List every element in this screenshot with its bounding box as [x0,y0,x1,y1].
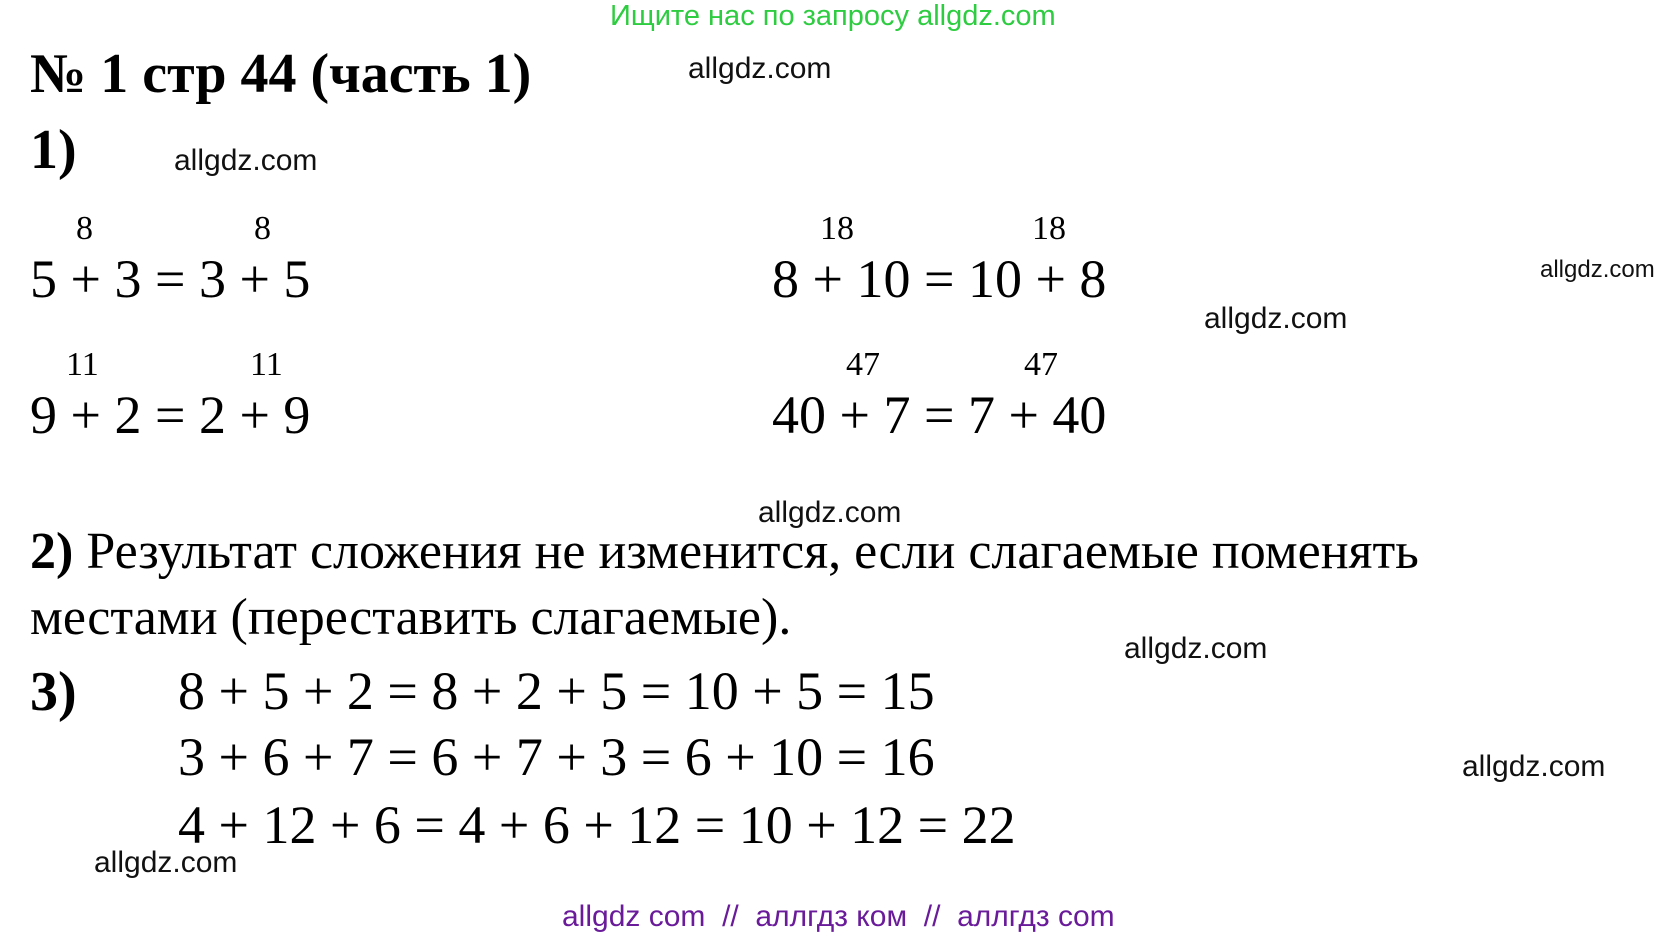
equation-row: 5 + 3 = 3 + 5 [30,249,311,309]
equation-row: 8 + 10 = 10 + 8 [772,249,1107,309]
sum-annotation: 47 [846,346,880,383]
watermark: allgdz.com [1204,302,1348,335]
footer-separator: // [923,900,941,933]
watermark: allgdz.com [1540,256,1655,283]
watermark: allgdz.com [1462,750,1606,783]
footer-separator: // [722,900,739,933]
part2-line2: местами (переставить слагаемые). [30,589,792,646]
watermark: allgdz.com [174,144,318,177]
page-title: № 1 стр 44 (часть 1) [30,43,532,105]
equation-row: 9 + 2 = 2 + 9 [30,385,311,445]
equation-row: 3 + 6 + 7 = 6 + 7 + 3 = 6 + 10 = 16 [178,727,935,787]
part3-label: 3) [30,661,77,723]
part1-label: 1) [30,119,77,181]
sum-annotation: 11 [250,346,283,383]
expression-right: 3 + 5 [198,249,311,309]
footer-item: аллгдз ком [755,900,908,933]
expression-left: 8 + 10 [772,249,911,309]
sum-annotation: 47 [1024,346,1058,383]
expression-right: 7 + 40 [967,385,1107,445]
expression-right: 2 + 9 [198,385,311,445]
sum-annotation: 18 [1032,210,1066,247]
equation-row: 40 + 7 = 7 + 40 [772,385,1107,445]
footer-item: allgdz com [562,900,706,933]
equation-row: 8 + 5 + 2 = 8 + 2 + 5 = 10 + 5 = 15 [178,661,935,721]
watermark: allgdz.com [94,846,238,879]
expression-left: 40 + 7 [772,385,911,445]
sum-annotation: 11 [66,346,99,383]
footer [562,900,1115,934]
watermark: allgdz.com [758,496,902,529]
part2-line1 [30,522,1419,581]
footer-item: аллгдз com [957,900,1115,933]
part2-label: 2) [30,523,74,580]
watermark: allgdz.com [688,52,832,85]
sum-annotation: 8 [76,210,93,247]
search-banner: Ищите нас по запросу allgdz.com [610,0,1056,32]
watermark: allgdz.com [1124,632,1268,665]
sum-annotation: 8 [254,210,271,247]
expression-left: 5 + 3 [30,249,142,309]
expression-left: 9 + 2 [30,385,142,445]
part2-text: Результат сложения не изменится, если слагаемые поменять [86,523,1419,580]
equation-row: 4 + 12 + 6 = 4 + 6 + 12 = 10 + 12 = 22 [178,795,1016,855]
expression-right: 10 + 8 [967,249,1107,309]
sum-annotation: 18 [820,210,854,247]
